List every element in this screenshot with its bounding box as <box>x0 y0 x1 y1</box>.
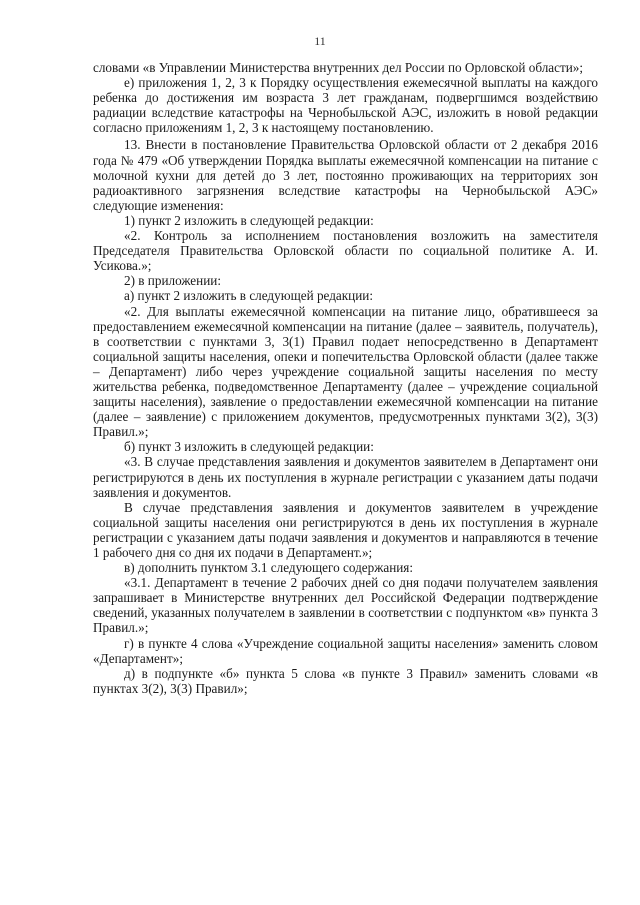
paragraph-item-e: е) приложения 1, 2, 3 к Порядку осуществления ежемесячной выплаты на каждого ребенка до достижения им возраста 3 лет гражданам, подвергшимся воздействию радиации вследствие катастрофы на Чернобыльской АЭС, изложить в новой редакции согласно приложениям 1, 2, 3 к настоящему постановлению. <box>93 75 598 136</box>
paragraph-quote-3-second: В случае представления заявления и документов заявителем в учреждение социальной защиты населения они регистрируются в день их поступления в журнале регистрации с указанием даты подачи заявления и документов и направляются в течение 1 рабочего дня со дня их подачи в Департамент.»; <box>93 499 598 560</box>
paragraph-item-a: а) пункт 2 изложить в следующей редакции: <box>124 288 374 304</box>
paragraph-clause-13: 13. Внести в постановление Правительства Орловской области от 2 декабря 2016 года № 479 «Об утверждении Порядка выплаты ежемесячной компенсации на питание с молочной кухни для детей до 3 лет, постоянно проживающих на территориях зон радиоактивного загрязнения вследствие катастрофы на Чернобыльской АЭС» следующие изменения: <box>93 137 598 213</box>
paragraph-continuation: словами «в Управлении Министерства внутренних дел России по Орловской области»; <box>93 60 584 75</box>
page-number: 11 <box>314 34 326 48</box>
paragraph-item-v: в) дополнить пунктом 3.1 следующего содержания: <box>124 560 414 576</box>
document-body <box>93 60 598 696</box>
paragraph-item-1: 1) пункт 2 изложить в следующей редакции: <box>124 212 374 228</box>
paragraph-quote-3-1: «3.1. Департамент в течение 2 рабочих дней со дня подачи получателем заявления запрашивает в Министерстве внутренних дел Российской Федерации подтверждение сведений, указанных получателем в заявлении в соответствии с подпунктом «в» пункта 3 Правил.»; <box>93 575 598 636</box>
paragraph-quote-2-payment: «2. Для выплаты ежемесячной компенсации на питание лицо, обратившееся за предоставлением ежемесячной компенсации на питание (далее – заявитель, получатель), в соответствии с пунктами 3, 3(1) Правил подает непосредственно в Департамент социальной защиты населения, опеки и попечительства Орловской области (далее также – Департамент) либо через учреждение социальной защиты населения по месту жительства ребенка, подведомственное Департаменту (далее – учреждение социальной защиты населения), заявление о предоставлении ежемесячной компенсации на питание (далее – заявление) с приложением документов, предусмотренных пунктами 3(2), 3(3) Правил.»; <box>93 303 598 440</box>
paragraph-item-b: б) пункт 3 изложить в следующей редакции: <box>124 439 374 455</box>
paragraph-quote-3: «3. В случае представления заявления и документов заявителем в Департамент они регистрируются в день их поступления в журнале регистрации с указанием даты подачи заявления и документов. <box>93 454 598 500</box>
paragraph-item-2: 2) в приложении: <box>124 273 221 289</box>
paragraph-item-g: г) в пункте 4 слова «Учреждение социальной защиты населения» заменить словом «Департамент»; <box>93 635 598 666</box>
paragraph-quote-2-control: «2. Контроль за исполнением постановления возложить на заместителя Председателя Правительства Орловской области по социальной политике А. И. Усикова.»; <box>93 228 598 274</box>
paragraph-item-d: д) в подпункте «б» пункта 5 слова «в пункте 3 Правил» заменить словами «в пунктах 3(2), 3(3) Правил»; <box>93 665 598 696</box>
